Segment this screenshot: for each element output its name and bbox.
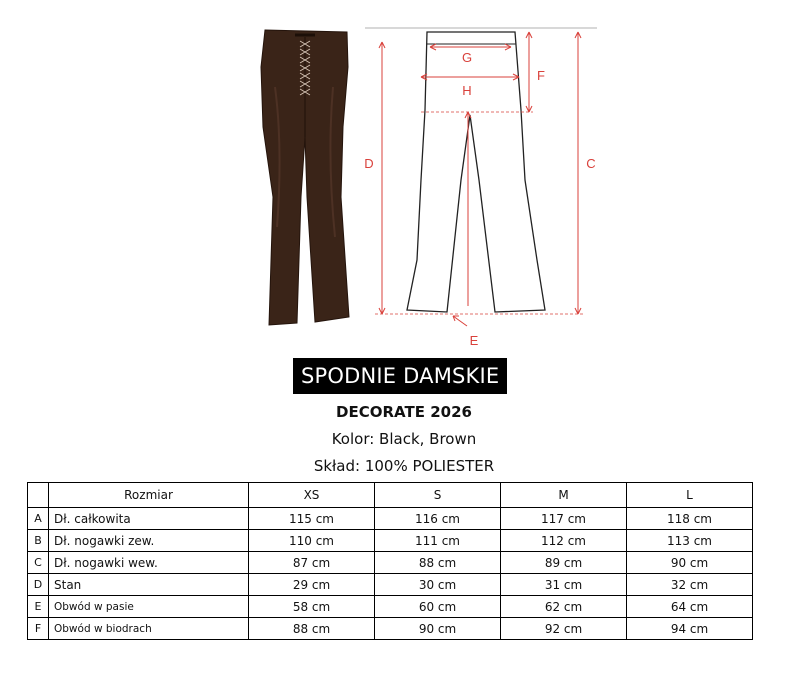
pants-outline: [407, 32, 545, 312]
row-letter: C: [28, 552, 49, 574]
size-table: [27, 482, 753, 640]
label-c: C: [586, 156, 596, 171]
row-value: 94 cm: [627, 618, 753, 640]
row-letter: B: [28, 530, 49, 552]
brand-name: DECORATE 2026: [336, 403, 472, 421]
row-value: 90 cm: [375, 618, 501, 640]
table-row: [28, 574, 753, 596]
row-label: Dł. nogawki zew.: [49, 530, 249, 552]
row-value: 88 cm: [375, 552, 501, 574]
label-g: G: [461, 50, 473, 65]
table-row: [28, 508, 753, 530]
header-size-xs: XS: [249, 483, 375, 508]
row-value: 90 cm: [627, 552, 753, 574]
row-value: 89 cm: [501, 552, 627, 574]
row-value: 112 cm: [501, 530, 627, 552]
row-letter: F: [28, 618, 49, 640]
row-value: 111 cm: [375, 530, 501, 552]
row-label: Dł. nogawki wew.: [49, 552, 249, 574]
row-value: 31 cm: [501, 574, 627, 596]
label-f: F: [537, 68, 545, 83]
table-row: [28, 552, 753, 574]
table-row: [28, 530, 753, 552]
label-e: E: [469, 333, 479, 348]
color-info: Kolor: Black, Brown: [331, 430, 477, 448]
header-letter-cell: [28, 483, 49, 508]
table-header-row: [28, 483, 753, 508]
product-photo: [255, 27, 355, 327]
header-size-label: Rozmiar: [49, 483, 249, 508]
row-label: Stan: [49, 574, 249, 596]
row-value: 113 cm: [627, 530, 753, 552]
row-value: 87 cm: [249, 552, 375, 574]
measurement-diagram: [355, 20, 605, 350]
row-value: 115 cm: [249, 508, 375, 530]
row-value: 29 cm: [249, 574, 375, 596]
row-value: 32 cm: [627, 574, 753, 596]
row-value: 116 cm: [375, 508, 501, 530]
row-label: Obwód w biodrach: [49, 618, 249, 640]
row-value: 92 cm: [501, 618, 627, 640]
row-value: 88 cm: [249, 618, 375, 640]
row-value: 110 cm: [249, 530, 375, 552]
row-value: 60 cm: [375, 596, 501, 618]
row-value: 64 cm: [627, 596, 753, 618]
row-label: Obwód w pasie: [49, 596, 249, 618]
header-size-m: M: [501, 483, 627, 508]
row-value: 118 cm: [627, 508, 753, 530]
label-h: H: [462, 83, 472, 98]
header-size-l: L: [627, 483, 753, 508]
row-value: 117 cm: [501, 508, 627, 530]
row-letter: A: [28, 508, 49, 530]
row-value: 58 cm: [249, 596, 375, 618]
header-size-s: S: [375, 483, 501, 508]
table-row: [28, 618, 753, 640]
row-value: 62 cm: [501, 596, 627, 618]
row-label: Dł. całkowita: [49, 508, 249, 530]
row-letter: E: [28, 596, 49, 618]
product-title: SPODNIE DAMSKIE: [293, 358, 507, 394]
row-value: 30 cm: [375, 574, 501, 596]
label-d: D: [364, 156, 374, 171]
table-row: [28, 596, 753, 618]
composition-info: Skład: 100% POLIESTER: [313, 457, 495, 475]
row-letter: D: [28, 574, 49, 596]
